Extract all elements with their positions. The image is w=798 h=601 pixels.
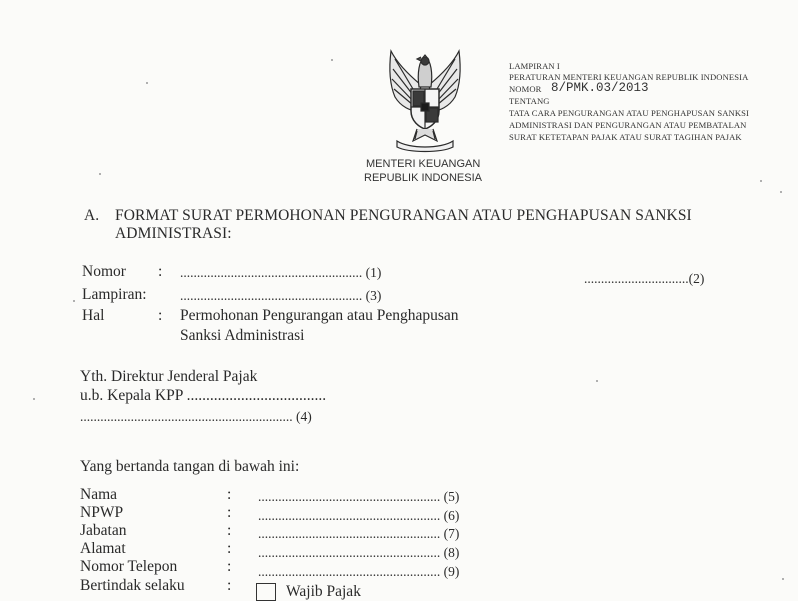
addressee-line-3: ............................................................... (4): [80, 409, 312, 424]
lampiran-line-6: ADMINISTRASI DAN PENGURANGAN ATAU PEMBATALAN: [509, 120, 747, 130]
scan-speck: [73, 300, 75, 302]
scan-speck: [331, 59, 333, 61]
hal-label: Hal: [82, 307, 105, 324]
lampiran-nomor-value: 8/PMK.03/2013: [551, 81, 649, 95]
scan-speck: [780, 191, 782, 193]
field-fill-nama: ...................................................... (5): [258, 489, 460, 504]
lampiran-line-7: SURAT KETETAPAN PAJAK ATAU SURAT TAGIHAN PAJAK: [509, 132, 742, 142]
section-title-line-1: FORMAT SURAT PERMOHONAN PENGURANGAN ATAU PENGHAPUSAN SANKSI: [115, 207, 692, 224]
field-sep-nomor-telepon: :: [227, 558, 232, 575]
scan-speck: [596, 380, 598, 382]
field-fill-npwp: ...................................................... (6): [258, 508, 460, 523]
acting-as-label: Bertindak selaku: [80, 577, 185, 594]
field-fill-alamat: ...................................................... (8): [258, 545, 460, 560]
nomor-fill: ...................................................... (1): [180, 265, 382, 280]
addressee-line-1: Yth. Direktur Jenderal Pajak: [80, 368, 258, 385]
date-fill: ...............................(2): [584, 271, 705, 286]
wajib-pajak-checkbox[interactable]: [256, 583, 276, 601]
field-label-npwp: NPWP: [80, 504, 124, 521]
addressee-line-2: u.b. Kepala KPP ....................................: [80, 387, 327, 404]
scan-speck: [33, 398, 35, 400]
lampiran-line-2: PERATURAN MENTERI KEUANGAN REPUBLIK INDONESIA: [509, 72, 749, 82]
field-sep-npwp: :: [227, 504, 232, 521]
lampiran-line-4: TENTANG: [509, 96, 550, 106]
field-fill-nomor-telepon: ...................................................... (9): [258, 564, 460, 579]
scan-speck: [146, 82, 148, 84]
scan-speck: [782, 578, 784, 580]
lampiran-line-1: LAMPIRAN I: [509, 61, 560, 71]
nomor-separator: :: [158, 263, 163, 280]
field-label-jabatan: Jabatan: [80, 522, 127, 539]
acting-as-separator: :: [227, 577, 232, 594]
signatory-intro: Yang bertanda tangan di bawah ini:: [80, 458, 300, 475]
field-label-alamat: Alamat: [80, 540, 126, 557]
field-sep-alamat: :: [227, 540, 232, 557]
lampiran-label: Lampiran:: [82, 286, 147, 303]
nomor-label: Nomor: [82, 263, 126, 280]
lampiran-fill: ...................................................... (3): [180, 288, 382, 303]
hal-line-2: Sanksi Administrasi: [180, 327, 305, 344]
ministry-line-2: REPUBLIK INDONESIA: [364, 172, 482, 184]
scan-speck: [99, 173, 101, 175]
hal-line-1: Permohonan Pengurangan atau Penghapusan: [180, 307, 459, 324]
section-letter: A.: [84, 207, 100, 224]
wajib-pajak-option-label: Wajib Pajak: [286, 583, 361, 600]
garuda-pancasila-emblem: [383, 45, 467, 153]
field-sep-nama: :: [227, 486, 232, 503]
scan-speck: [760, 180, 762, 182]
field-label-nomor-telepon: Nomor Telepon: [80, 558, 178, 575]
ministry-line-1: MENTERI KEUANGAN: [366, 158, 481, 170]
lampiran-nomor-label: NOMOR: [509, 84, 542, 94]
field-label-nama: Nama: [80, 486, 118, 503]
lampiran-line-5: TATA CARA PENGURANGAN ATAU PENGHAPUSAN SANKSI: [509, 108, 749, 118]
field-fill-jabatan: ...................................................... (7): [258, 526, 460, 541]
field-sep-jabatan: :: [227, 522, 232, 539]
section-title-line-2: ADMINISTRASI:: [115, 225, 232, 242]
hal-separator: :: [158, 307, 163, 324]
